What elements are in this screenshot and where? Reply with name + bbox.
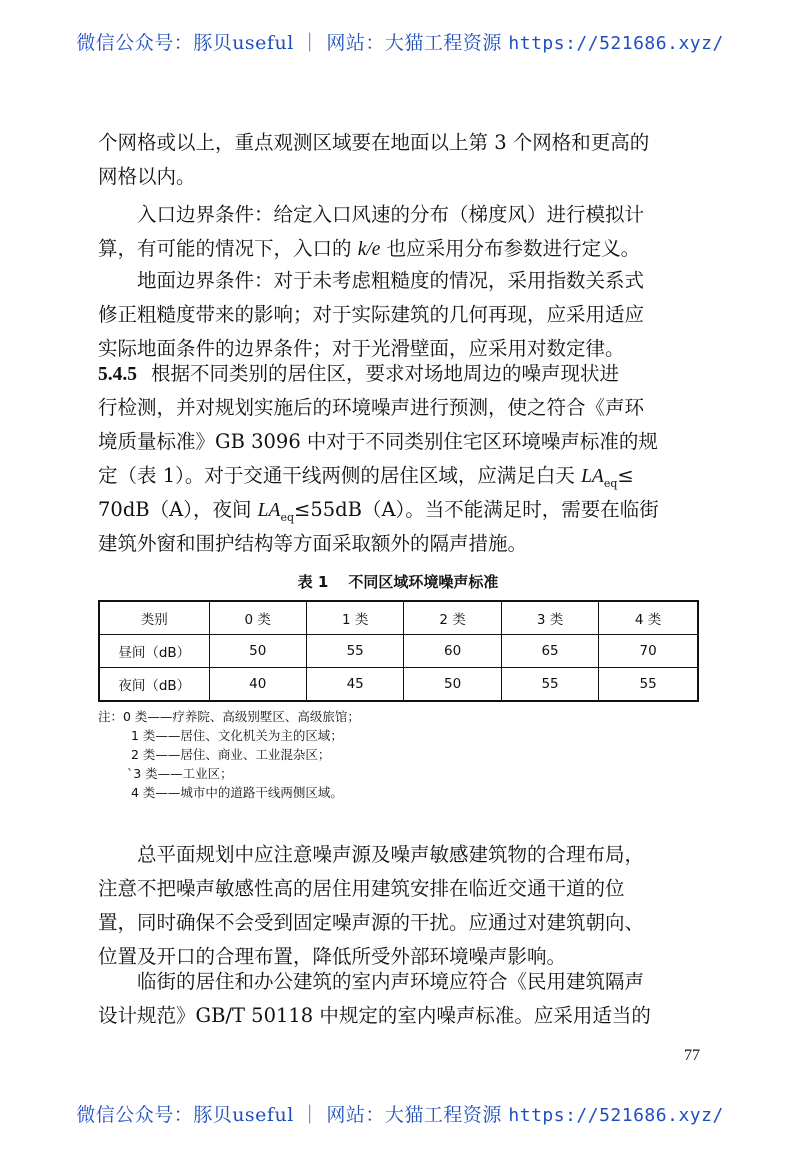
table-header-cell: 4 类 [599,601,698,635]
paragraph-site-planning [98,838,698,974]
table-notes [98,707,698,802]
table-cell: 50 [404,668,501,702]
table-title: 不同区域环境噪声标准 [348,573,499,591]
table-caption [98,571,698,592]
text-line: 位置及开口的合理布置，降低所受外部环境噪声影响。 [98,945,567,968]
table-header-cell: 0 类 [209,601,306,635]
watermark-url[interactable]: https://521686.xyz/ [508,1105,724,1126]
text-line: 5.4.5 根据不同类别的居住区，要求对场地周边的噪声现状进 [98,362,620,385]
note-line: 4 类——城市中的道路干线两侧区域。 [131,785,343,800]
text-line: 入口边界条件：给定入口风速的分布（梯度风）进行模拟计 [137,203,645,226]
note-line: 1 类——居住、文化机关为主的区域； [131,728,343,743]
text-line: 注意不把噪声敏感性高的居住用建筑安排在临近交通干道的位 [98,877,625,900]
table-cell: 55 [501,668,598,702]
table-header-cell: 3 类 [501,601,598,635]
paragraph-grid [98,126,698,194]
laeq-symbol: LA [581,466,604,487]
table-header-cell: 1 类 [306,601,403,635]
page-number: 77 [684,1047,700,1064]
table-cell: 55 [599,668,698,702]
table-number: 表 1 [297,573,329,591]
table-header-cell: 2 类 [404,601,501,635]
text-line: 实际地面条件的边界条件；对于光滑壁面，应采用对数定律。 [98,337,625,360]
table-cell: 40 [209,668,306,702]
note-line: `3 类——工业区； [127,766,233,781]
table-header-row [99,601,698,635]
watermark-text: 微信公众号：豚贝useful ｜ 网站：大猫工程资源 [76,1104,509,1126]
watermark-bottom [0,1100,800,1127]
noise-standard-table [98,600,699,702]
paragraph-inlet-boundary [98,198,698,266]
text-line: 修正粗糙度带来的影响；对于实际建筑的几何再现，应采用适应 [98,303,645,326]
watermark-text: 微信公众号：豚贝useful ｜ 网站：大猫工程资源 [76,32,509,54]
watermark-url[interactable]: https://521686.xyz/ [508,33,724,54]
text-line: 总平面规划中应注意噪声源及噪声敏感建筑物的合理布局， [137,843,645,866]
table-cell: 昼间（dB） [99,635,209,668]
table-cell: 55 [306,635,403,668]
section-5-4-5 [98,357,698,561]
paragraph-indoor-sound [98,965,698,1033]
text-line: 网格以内。 [98,165,196,188]
paragraph-ground-boundary [98,264,698,366]
table-row [99,668,698,702]
text-line: 70dB（A），夜间 $LA_{eq}\le 55dB(A)$。当不能满足时，需要在临街 [98,498,659,524]
watermark-top [0,28,800,55]
table-cell: 50 [209,635,306,668]
text-line: 行检测，并对规划实施后的环境噪声进行预测，使之符合《声环 [98,396,645,419]
table-cell: 65 [501,635,598,668]
table-cell: 45 [306,668,403,702]
text-line: 境质量标准》GB 3096 中对于不同类别住宅区环境噪声标准的规 [98,430,658,453]
text-line: 定（表 1）。对于交通干线两侧的居住区域，应满足白天 $LA_{eq}\le$ [98,464,634,490]
table-row [99,635,698,668]
text-line: 地面边界条件：对于未考虑粗糙度的情况，采用指数关系式 [137,269,645,292]
note-line: 注：0 类——疗养院、高级别墅区、高级旅馆； [98,709,360,724]
table-cell: 70 [599,635,698,668]
text-line: 临街的居住和办公建筑的室内声环境应符合《民用建筑隔声 [137,970,645,993]
text-line: 建筑外窗和围护结构等方面采取额外的隔声措施。 [98,532,528,555]
text-line: 个网格或以上，重点观测区域要在地面以上第 3 个网格和更高的 [98,131,650,154]
ke-symbol: k/e [357,239,381,260]
table-cell: 60 [404,635,501,668]
table-header-cell: 类别 [99,601,209,635]
text-line: 设计规范》GB/T 50118 中规定的室内噪声标准。应采用适当的 [98,1004,651,1027]
table-cell: 夜间（dB） [99,668,209,702]
section-number: 5.4.5 [98,364,137,385]
text-line: 置，同时确保不会受到固定噪声源的干扰。应通过对建筑朝向、 [98,911,645,934]
laeq-symbol: LA [257,500,281,521]
text-line: 算，有可能的情况下，入口的 k/e 也应采用分布参数进行定义。 [98,237,641,260]
note-line: 2 类——居住、商业、工业混杂区； [131,747,331,762]
